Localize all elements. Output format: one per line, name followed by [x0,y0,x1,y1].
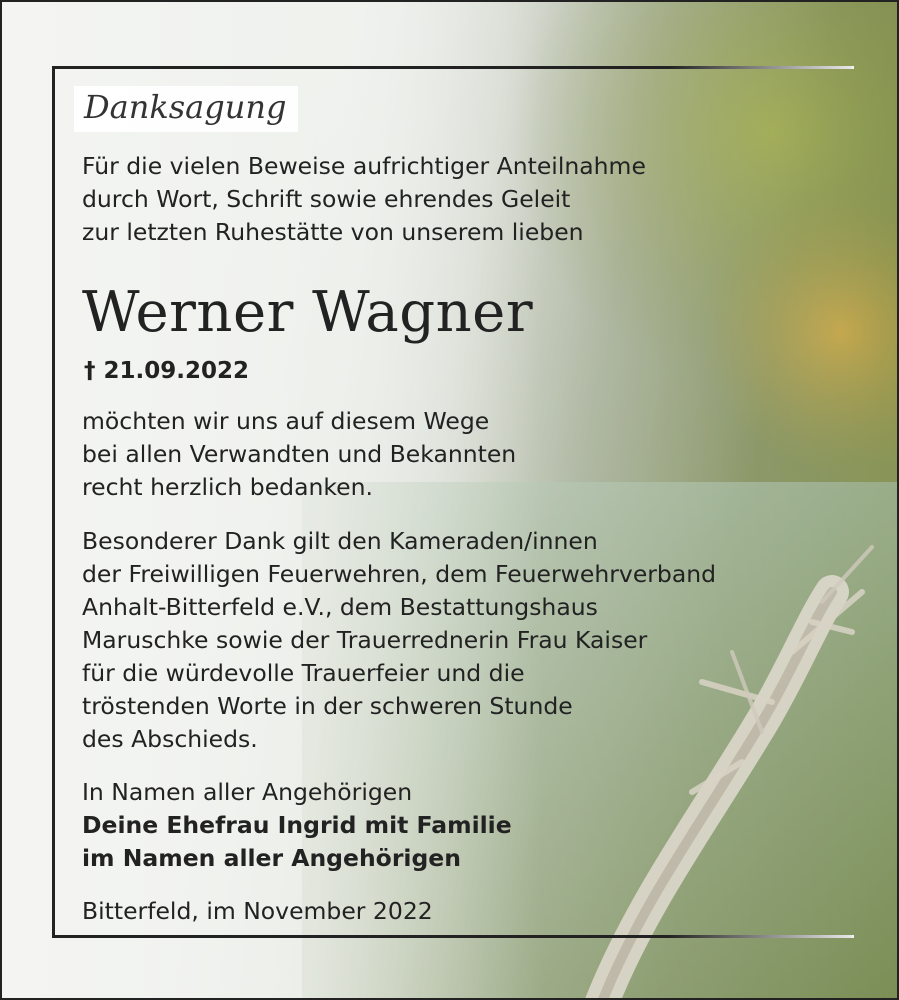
special-thanks-line: für die würdevolle Trauerfeier und die [82,659,525,687]
special-thanks-line: Anhalt-Bitterfeld e.V., dem Bestattungshaus [82,593,598,621]
deceased-name: Werner Wagner [82,280,534,345]
special-thanks-line: des Abschieds. [82,725,258,753]
intro-line: zur letzten Ruhestätte von unserem lieben [82,218,584,246]
signoff-intro: In Namen aller Angehörigen [82,778,413,806]
special-thanks-line: tröstenden Worte in der schweren Stunde [82,692,573,720]
intro-line: Für die vielen Beweise aufrichtiger Anteilnahme [82,152,646,180]
frame-bottom-edge [482,935,854,938]
intro-line: durch Wort, Schrift sowie ehrendes Geleit [82,185,571,213]
signoff-family: Deine Ehefrau Ingrid mit Familie [82,811,512,839]
signoff-family: im Namen aller Angehörigen [82,844,461,872]
special-thanks-line: der Freiwilligen Feuerwehren, dem Feuerwehrverband [82,560,717,588]
thanks-line: bei allen Verwandten und Bekannten [82,440,517,468]
heading-danksagung: Danksagung [74,86,298,132]
death-date: † 21.09.2022 [84,358,250,384]
thanks-line: möchten wir uns auf diesem Wege [82,407,490,435]
thanks-line: recht herzlich bedanken. [82,473,373,501]
special-thanks-line: Besonderer Dank gilt den Kameraden/innen [82,527,598,555]
frame-top-edge [482,66,854,69]
place-date: Bitterfeld, im November 2022 [82,897,433,925]
special-thanks-line: Maruschke sowie der Trauerrednerin Frau Kaiser [82,626,648,654]
